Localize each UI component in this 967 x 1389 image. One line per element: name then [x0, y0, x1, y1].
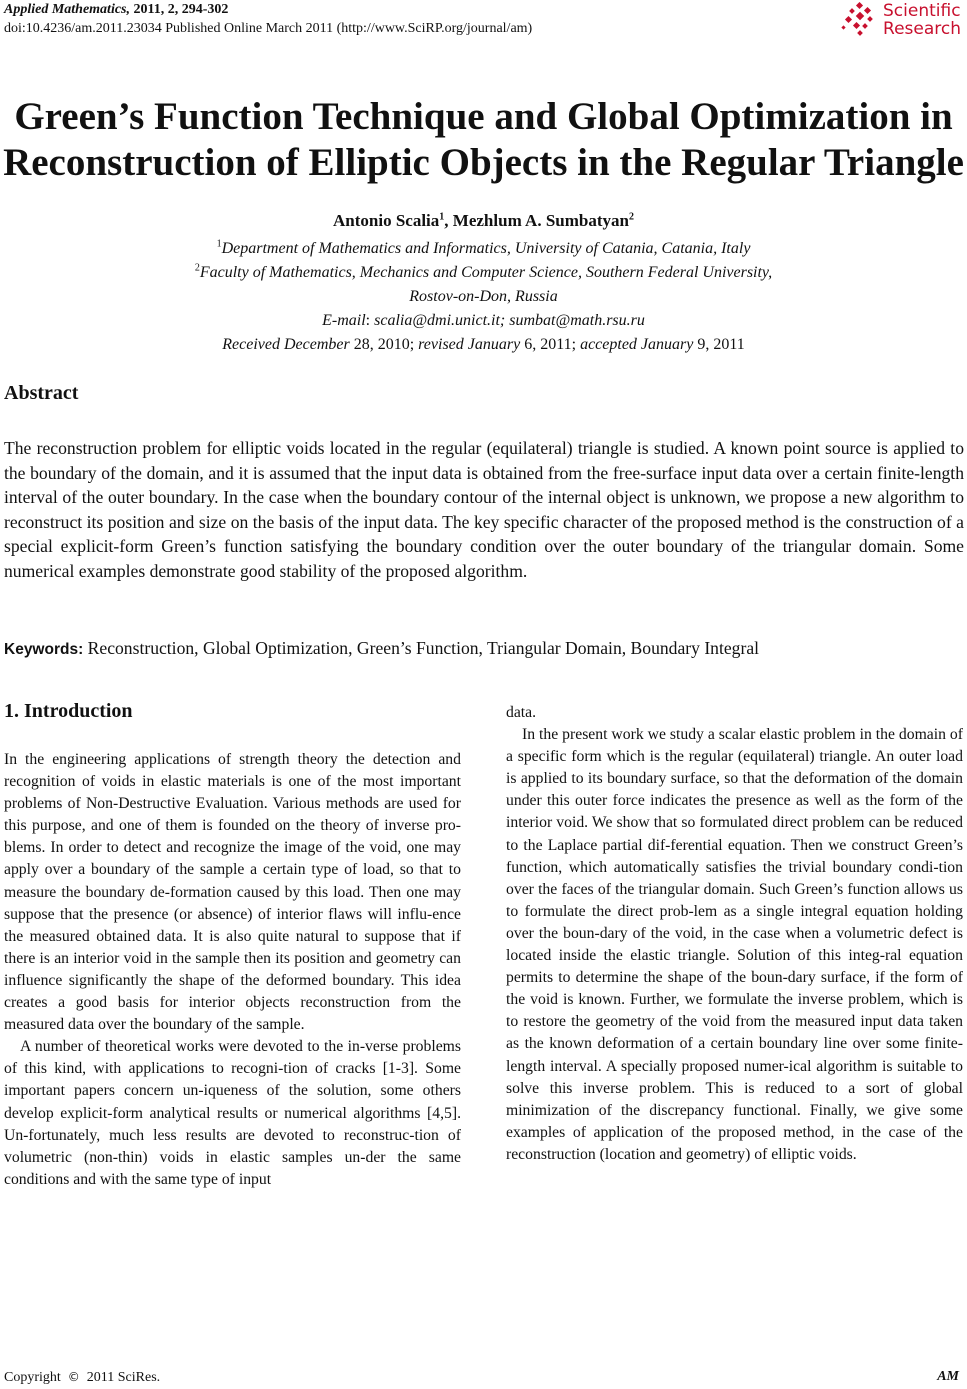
paragraph: In the engineering applications of strength theory the detection and recognition of voids in elastic materials is one of the most important problems of Non-Destructive Evaluation. Various methods are used for this purpose, and one of them is founded on the theory of inverse pro-blems. In order to detect and recognize the image of the void, one may apply over a boundary of the sample a certain type of load, so that to measure the boundary de-formation caused by this load. Then one may suppose that the presence (or absence) of interior flaws will influ-ence the measured obtained data. It is also quite natural to suppose that if there is an interior void in the sample then its position and geometry can influence significantly the shape of the deformed boundary. This idea creates a good basis for interior objects reconstruction from the measured data over the boundary of the sample.	[4, 751, 461, 1034]
publisher-logo	[841, 2, 961, 38]
title-line-2: Reconstruction of Elliptic Objects in the Regular Triangle	[3, 141, 964, 184]
keywords-label: Keywords:	[4, 641, 84, 658]
journal-volume: 2011, 2, 294-302	[133, 2, 229, 17]
paragraph: A number of theoretical works were devoted to the in-verse problems of this kind, with applications to recogni-tion of cracks [1-3]. Some important papers concern un-iqueness of the solution, some others develop explicit-form analytical results or numerical algorithms [4,5]. Un-fortunately, much less results are devoted to reconstruc-tion of volumetric (non-thin) voids in elastic samples un-der the same conditions and with the same type of input	[4, 1038, 461, 1188]
affiliation-2: $^2$Faculty of Mathematics, Mechanics and Computer Science, Southern Federal University,	[194, 262, 773, 281]
keywords-text: Reconstruction, Global Optimization, Green’s Function, Triangular Domain, Boundary Integral	[83, 638, 760, 658]
affiliation-1: $^1$Department of Mathematics and Informatics, University of Catania, Catania, Italy	[216, 238, 751, 257]
email-line: E-mail: scalia@dmi.unict.it; sumbat@math.rsu.ru	[322, 312, 645, 329]
section-heading-introduction: 1. Introduction	[4, 700, 133, 722]
abstract-text: The reconstruction problem for elliptic voids located in the regular (equilateral) triangle is studied. A known point source is applied to the boundary of the domain, and it is assumed that the input data is obtained from the free-surface input data over a certain finite-length interval of the outer boundary. In the case when the boundary contour of the internal object is unknown, we propose a new algorithm to reconstruct its position and size on the basis of the input data. The key specific character of the proposed method is the construction of a special explicit-form Green’s function satisfying the boundary condition over the outer boundary of the triangular domain. Some numerical examples demonstrate good stability of the proposed algorithm.	[4, 438, 964, 581]
paper-title	[0, 94, 967, 186]
copyright-notice: Copyright © 2011 SciRes.	[4, 1370, 161, 1385]
publisher-name: Scientific Research	[883, 1, 961, 39]
title-line-1: Green’s Function Technique and Global Optimization in	[14, 95, 953, 138]
journal-abbreviation: AM	[937, 1369, 959, 1384]
paragraph: In the present work we study a scalar elastic problem in the domain of a specific form which is the regular (equilateral) triangle. An outer load is applied to its boundary surface, so that the deformation of the domain under this outer force indicates the presence as well as the form of the interior void. We show that so formulated direct problem can be reduced to the Laplace partial dif-ferential equation. Then we construct Green’s function, which automatically satisfies the trivial boundary condi-tion over the faces of the triangular domain. Such Green’s function allows us to formulate the direct prob-lem as a single integral equation holding over the boun-dary of the void, in the case when a volumetric defect is located inside the elastic triangle. Solution of this integ-ral equation permits to determine the shape of the boun-dary surface, if the form of the void is known. Further, we formulate the inverse problem, which is to restore the geometry of the void from the measured input data taken as the known deformation of a certain boundary line over some finite-length interval. A specially proposed numer-ical algorithm is suitable to solve this inverse problem. This is reduced to a sort of global minimization of the discrepancy functional. Finally, we give some examples of application of the proposed method, in the case of the reconstruction (location and geometry) of elliptic voids.	[506, 726, 963, 1163]
dates-line: Received December 28, 2010; revised January 6, 2011; accepted January 9, 2011	[222, 336, 745, 353]
email-addresses[interactable]: scalia@dmi.unict.it; sumbat@math.rsu.ru	[374, 312, 645, 329]
author-list: Antonio Scalia$^1$, Mezhlum A. Sumbatyan$^2$	[333, 211, 634, 230]
keywords	[4, 638, 759, 659]
abstract-heading: Abstract	[4, 382, 79, 404]
author-1: Antonio Scalia	[333, 211, 440, 230]
journal-name: Applied Mathematics,	[4, 2, 130, 17]
affiliation-2-city: Rostov-on-Don, Russia	[409, 288, 558, 305]
author-2: Mezhlum A. Sumbatyan	[452, 211, 629, 230]
body-column-right	[506, 702, 963, 1166]
doi-line: doi:10.4236/am.2011.23034 Published Online March 2011 (http://www.SciRP.org/journal/am)	[4, 21, 533, 36]
journal-citation	[4, 2, 228, 18]
paragraph: data.	[506, 704, 537, 721]
scirp-logo-icon	[841, 2, 879, 38]
body-column-left	[4, 749, 461, 1191]
